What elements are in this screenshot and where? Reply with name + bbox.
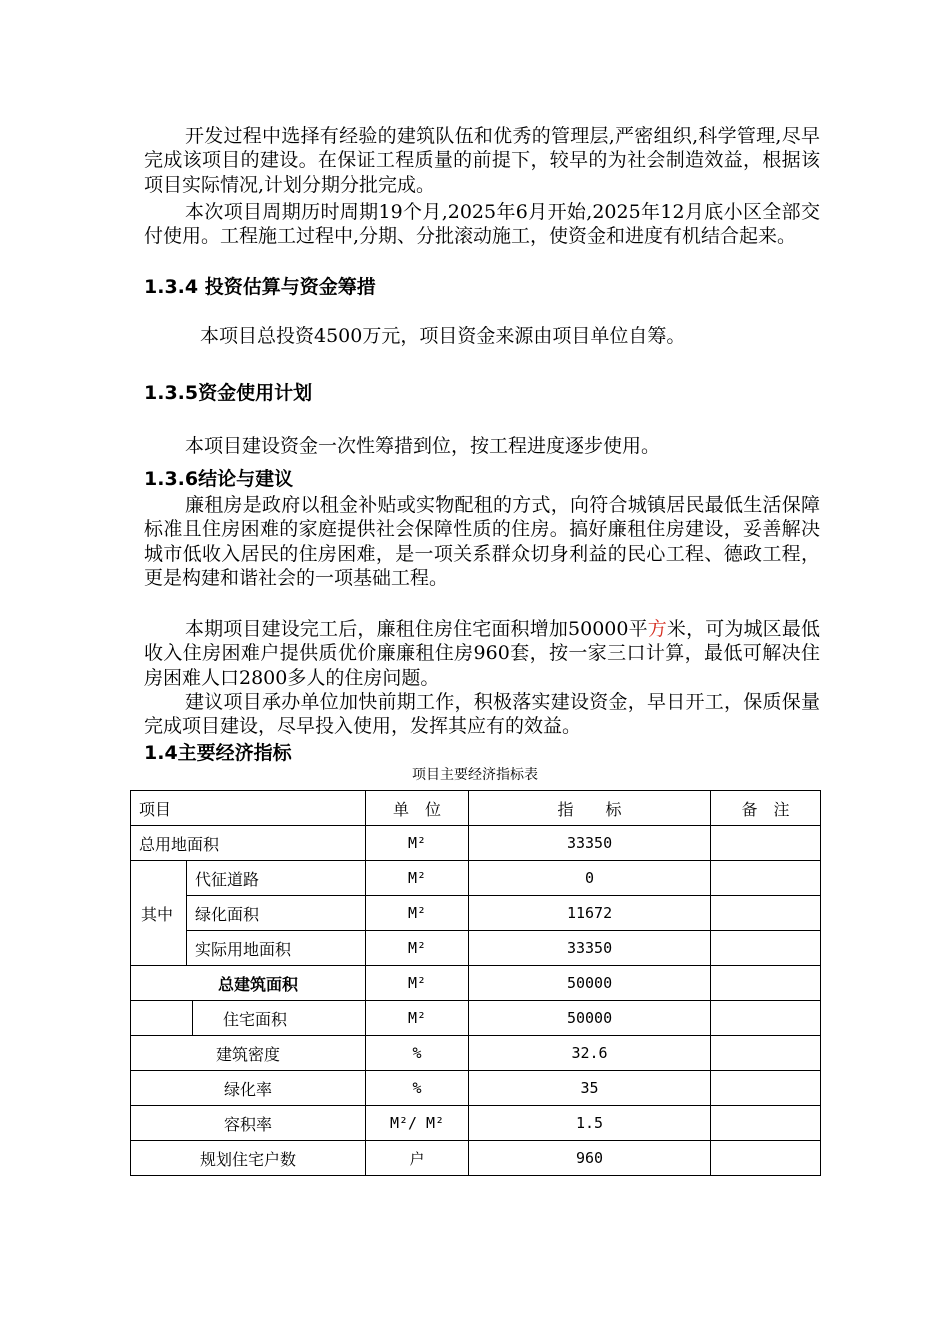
highlighted-character: 方 <box>647 618 667 640</box>
row-value: 11672 <box>469 896 711 931</box>
housing-area-text-b: 米，可为城区最低收入住房困难户提供质优价廉廉租住房960套，按一家三口计算，最低可解决住房困难人口2800多人的住房问题。 <box>144 618 820 689</box>
row-item: 住宅面积 <box>193 1001 366 1036</box>
row-unit: % <box>366 1071 469 1106</box>
heading-investment-estimate: 1.3.4 投资估算与资金筹措 <box>144 276 376 298</box>
row-note <box>711 1001 821 1036</box>
row-unit: M² <box>366 931 469 966</box>
row-blank-cell <box>131 1001 193 1036</box>
table-row <box>131 826 821 861</box>
row-value: 33350 <box>469 826 711 861</box>
heading-economic-indicators: 1.4主要经济指标 <box>144 742 292 764</box>
table-row <box>131 896 821 931</box>
table-row <box>131 1106 821 1141</box>
row-value: 35 <box>469 1071 711 1106</box>
table-row <box>131 1071 821 1106</box>
row-unit: 户 <box>366 1141 469 1176</box>
row-value: 1.5 <box>469 1106 711 1141</box>
row-item: 建筑密度 <box>131 1036 366 1071</box>
paragraph-housing-area <box>144 617 820 690</box>
row-note <box>711 896 821 931</box>
row-unit: % <box>366 1036 469 1071</box>
economic-indicators-table <box>130 790 821 1176</box>
heading-fund-use-plan: 1.3.5资金使用计划 <box>144 382 313 404</box>
row-item: 代征道路 <box>187 861 366 896</box>
header-item: 项目 <box>131 791 366 826</box>
table-row <box>131 1001 821 1036</box>
row-value: 960 <box>469 1141 711 1176</box>
table-caption: 项目主要经济指标表 <box>412 767 538 783</box>
heading-conclusion: 1.3.6结论与建议 <box>144 468 294 490</box>
paragraph-fund-use: 本项目建设资金一次性筹措到位，按工程进度逐步使用。 <box>185 435 661 457</box>
row-unit: M²/ M² <box>366 1106 469 1141</box>
row-unit: M² <box>366 966 469 1001</box>
group-label-cell: 其中 <box>131 861 187 966</box>
table-row <box>131 1036 821 1071</box>
row-item: 绿化面积 <box>187 896 366 931</box>
table-row <box>131 966 821 1001</box>
row-unit: M² <box>366 1001 469 1036</box>
row-note <box>711 861 821 896</box>
paragraph-project-schedule: 本次项目周期历时周期19个月,2025年6月开始,2025年12月底小区全部交付使用。工程施工过程中,分期、分批滚动施工，使资金和进度有机结合起来。 <box>144 201 820 248</box>
row-note <box>711 826 821 861</box>
row-note <box>711 966 821 1001</box>
row-note <box>711 1141 821 1176</box>
row-item: 绿化率 <box>131 1071 366 1106</box>
header-note: 备 注 <box>711 791 821 826</box>
paragraph-low-rent-housing: 廉租房是政府以租金补贴或实物配租的方式，向符合城镇居民最低生活保障标准且住房困难的家庭提供社会保障性质的住房。搞好廉租住房建设，妥善解决城市低收入居民的住房困难，是一项关系群众切身利益的民心工程、德政工程，更是构建和谐社会的一项基础工程。 <box>144 494 820 590</box>
row-note <box>711 1071 821 1106</box>
header-unit: 单 位 <box>366 791 469 826</box>
row-value: 50000 <box>469 1001 711 1036</box>
table-row <box>131 1141 821 1176</box>
row-item: 实际用地面积 <box>187 931 366 966</box>
housing-area-text-a: 本期项目建设完工后，廉租住房住宅面积增加50000平 <box>185 618 648 640</box>
row-item: 总用地面积 <box>131 826 366 861</box>
row-note <box>711 1036 821 1071</box>
row-note <box>711 931 821 966</box>
table-header-row <box>131 791 821 826</box>
row-note <box>711 1106 821 1141</box>
paragraph-investment: 本项目总投资4500万元，项目资金来源由项目单位自筹。 <box>200 325 686 347</box>
table-row <box>131 931 821 966</box>
row-unit: M² <box>366 826 469 861</box>
paragraph-construction-management: 开发过程中选择有经验的建筑队伍和优秀的管理层,严密组织,科学管理,尽早完成该项目的建设。在保证工程质量的前提下，较早的为社会制造效益，根据该项目实际情况,计划分期分批完成。 <box>144 125 820 196</box>
row-item: 总建筑面积 <box>131 966 366 1001</box>
row-unit: M² <box>366 896 469 931</box>
paragraph-recommendation: 建议项目承办单位加快前期工作，积极落实建设资金，早日开工，保质保量完成项目建设，尽早投入使用，发挥其应有的效益。 <box>144 691 820 738</box>
row-unit: M² <box>366 861 469 896</box>
row-value: 32.6 <box>469 1036 711 1071</box>
row-item: 容积率 <box>131 1106 366 1141</box>
row-value: 33350 <box>469 931 711 966</box>
header-value: 指 标 <box>469 791 711 826</box>
row-value: 0 <box>469 861 711 896</box>
row-item: 规划住宅户数 <box>131 1141 366 1176</box>
row-value: 50000 <box>469 966 711 1001</box>
table-row <box>131 861 821 896</box>
